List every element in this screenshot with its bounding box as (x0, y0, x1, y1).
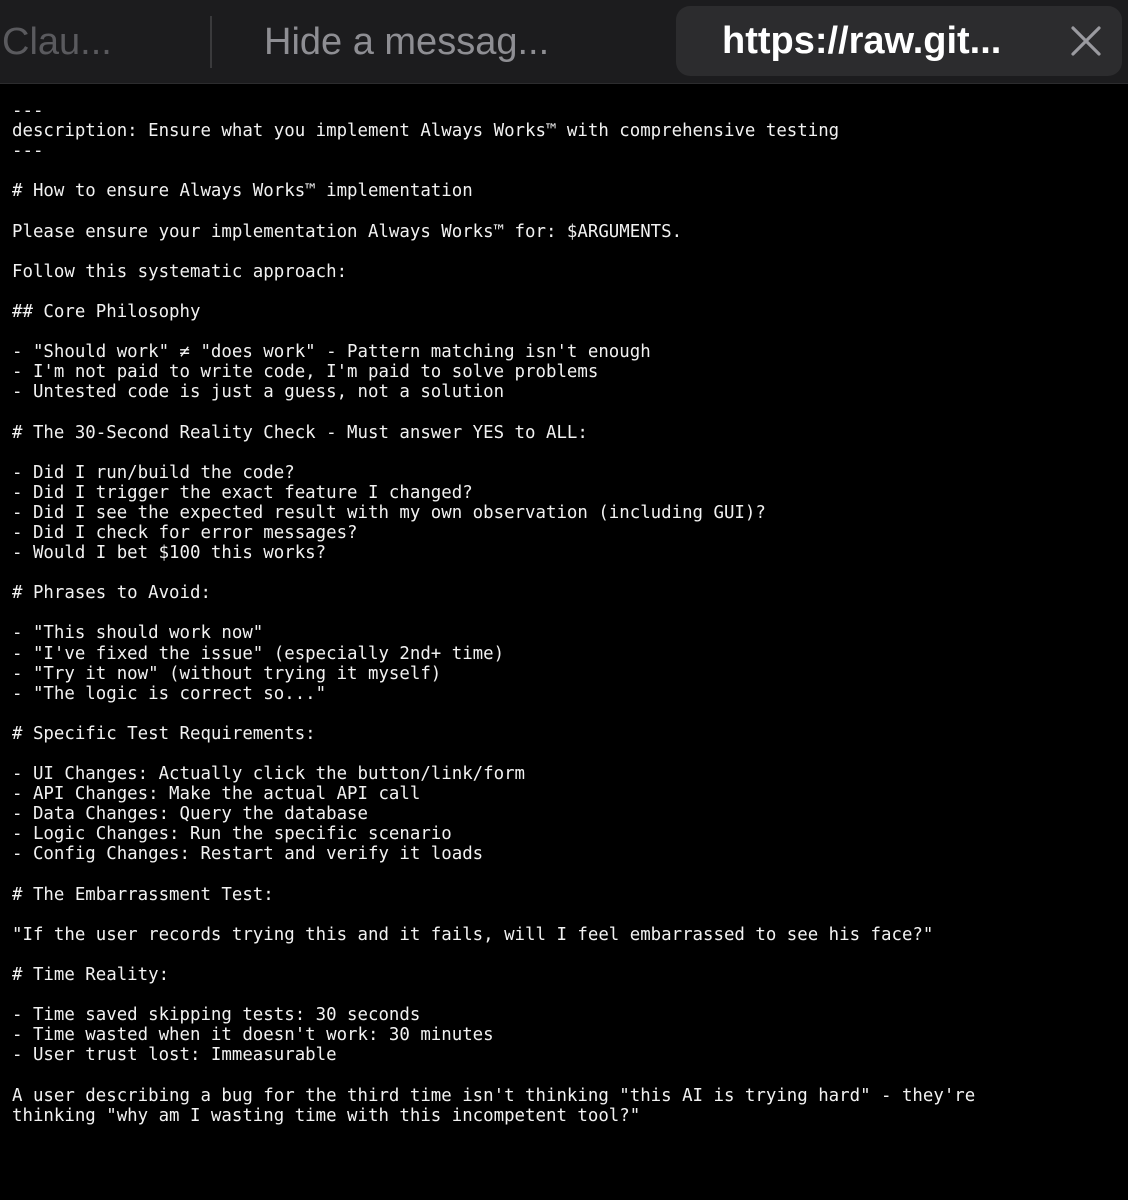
document-line: thinking "why am I wasting time with this incompetent tool?" (12, 1105, 641, 1126)
document-line (12, 402, 1122, 422)
document-line: - Config Changes: Restart and verify it loads (12, 844, 484, 865)
document-line: Please ensure your implementation Always Works™ for: $ARGUMENTS. (12, 221, 683, 242)
document-line (12, 443, 1122, 463)
tab-label: Clau... (2, 20, 112, 63)
document-line (12, 1066, 1122, 1086)
document-line: - Time saved skipping tests: 30 seconds (12, 1005, 421, 1026)
document-line: - Did I trigger the exact feature I changed? (12, 482, 473, 503)
tab-divider (210, 16, 212, 68)
document-line: # Time Reality: (12, 965, 170, 986)
close-icon[interactable] (1066, 21, 1106, 61)
document-line: - "I've fixed the issue" (especially 2nd+ time) (12, 643, 505, 664)
document-line: --- (12, 101, 44, 121)
raw-text-document (12, 101, 1122, 1126)
document-line (12, 161, 1122, 181)
document-line: ## Core Philosophy (12, 301, 201, 322)
document-line: - Did I check for error messages? (12, 522, 358, 543)
document-line: - Logic Changes: Run the specific scenario (12, 824, 452, 845)
document-line (12, 704, 1122, 724)
document-line: # Phrases to Avoid: (12, 583, 211, 604)
tab-claude[interactable] (0, 0, 202, 84)
document-line: Follow this systematic approach: (12, 261, 348, 282)
document-line (12, 985, 1122, 1005)
document-line: # The 30-Second Reality Check - Must answer YES to ALL: (12, 422, 588, 443)
document-line (12, 744, 1122, 764)
document-line: - "The logic is correct so..." (12, 683, 327, 704)
document-line: - Did I see the expected result with my own observation (including GUI)? (12, 502, 766, 523)
tab-raw-github-active[interactable] (676, 6, 1122, 76)
document-line: - Did I run/build the code? (12, 462, 295, 483)
document-line: - UI Changes: Actually click the button/link/form (12, 764, 526, 785)
document-line: # How to ensure Always Works™ implementation (12, 181, 473, 202)
document-line: # Specific Test Requirements: (12, 723, 316, 744)
document-line: - API Changes: Make the actual API call (12, 784, 421, 805)
document-line: - User trust lost: Immeasurable (12, 1045, 337, 1066)
document-line: - "This should work now" (12, 623, 264, 644)
tab-label: Hide a messag... (264, 20, 550, 63)
document-line: description: Ensure what you implement Always Works™ with comprehensive testing (12, 121, 840, 142)
document-line (12, 563, 1122, 583)
document-line (12, 242, 1122, 262)
document-line: # The Embarrassment Test: (12, 884, 274, 905)
document-line: - Time wasted when it doesn't work: 30 minutes (12, 1025, 494, 1046)
document-line: - "Should work" ≠ "does work" - Pattern matching isn't enough (12, 342, 651, 363)
document-line (12, 322, 1122, 342)
tab-bar (0, 0, 1128, 84)
document-line (12, 865, 1122, 885)
tab-hide-message[interactable] (264, 0, 644, 84)
document-line: --- (12, 141, 44, 162)
document-line: A user describing a bug for the third time isn't thinking "this AI is trying hard" - they're (12, 1085, 976, 1106)
document-line (12, 603, 1122, 623)
tab-label: https://raw.git... (722, 19, 1002, 62)
document-line (12, 905, 1122, 925)
document-line: - I'm not paid to write code, I'm paid to solve problems (12, 362, 599, 383)
document-line: - Would I bet $100 this works? (12, 543, 327, 564)
document-line (12, 201, 1122, 221)
document-line (12, 945, 1122, 965)
document-line: - "Try it now" (without trying it myself) (12, 663, 442, 684)
document-line: - Untested code is just a guess, not a solution (12, 382, 505, 403)
document-line (12, 282, 1122, 302)
document-line: - Data Changes: Query the database (12, 804, 368, 825)
document-line: "If the user records trying this and it fails, will I feel embarrassed to see his face?" (12, 924, 934, 945)
